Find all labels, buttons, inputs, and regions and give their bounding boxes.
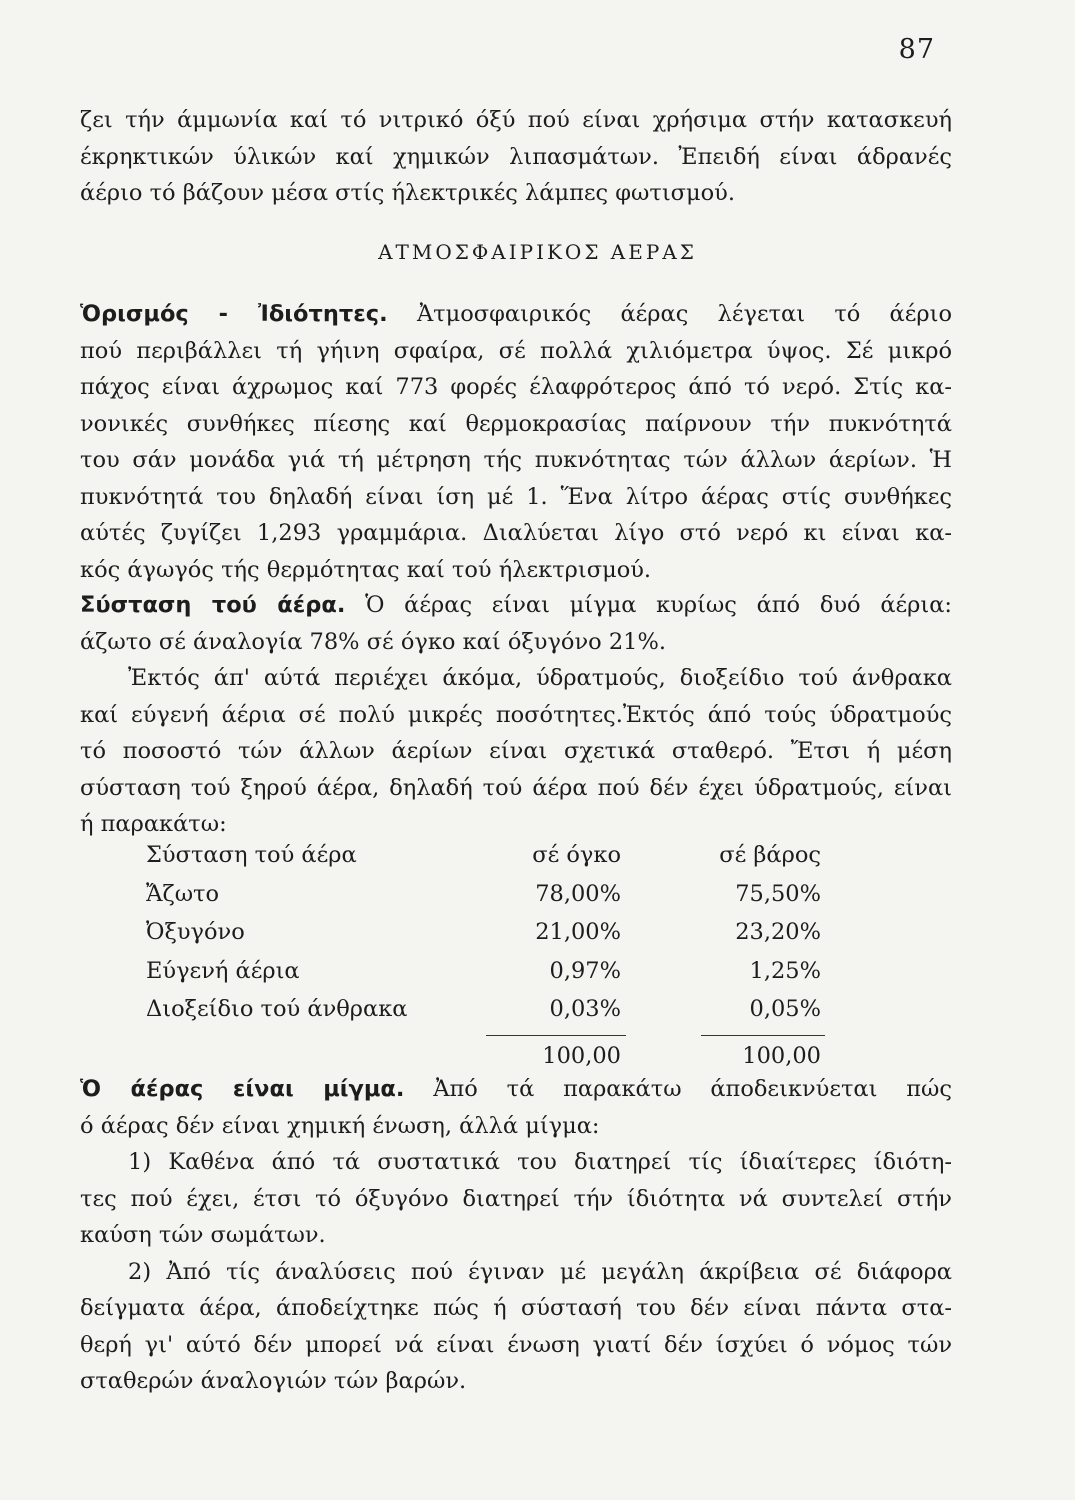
definition-title: Ὁρισμός - Ἰδιότητες. — [80, 301, 388, 327]
mixture-title: Ὁ άέρας είναι μίγμα. — [80, 1076, 405, 1102]
intro-paragraph — [80, 102, 952, 212]
text-line: πού περιβάλλει τή γήινη σφαίρα, σέ πολλά χιλιόμετρα ύψος. Σέ μικρό — [80, 337, 952, 364]
text-line: σύσταση τού ξηρού άέρα, δηλαδή τού άέρα πού δέν έχει ύδρατμούς, είναι — [80, 774, 952, 801]
table-cell: Εύγενή άέρια — [146, 957, 300, 984]
text-line: τό ποσοστό τών άλλων άερίων είναι σχετικά σταθερό. Ἔτσι ή μέση — [80, 738, 952, 764]
table-header: σέ βάρος — [719, 842, 821, 868]
composition-title: Σύσταση τού άέρα. — [80, 592, 346, 618]
table-cell: 0,97% — [549, 957, 621, 984]
table-row — [146, 919, 846, 958]
table-row — [146, 881, 846, 920]
table-cell: 78,00% — [535, 880, 621, 907]
list-item: 2) Ἀπό τίς άναλύσεις πού έγιναν μέ μεγάλη άκρίβεια σέ διάφορα — [128, 1258, 952, 1285]
composition-paragraph — [80, 587, 952, 843]
list-item: 1) Καθένα άπό τά συστατικά του διατηρεί τίς ίδιαίτερες ίδιότη- — [128, 1149, 952, 1175]
table-cell: Ὀξυγόνο — [146, 919, 245, 945]
text-line: αύτές ζυγίζει 1,293 γραμμάρια. Διαλύεται λίγο στό νερό κι είναι κα- — [80, 520, 952, 546]
composition-table — [146, 842, 846, 1081]
text-line: πάχος είναι άχρωμος καί 773 φορές έλαφρότερος άπό τό νερό. Στίς κα- — [80, 374, 952, 400]
text-line: άζωτο σέ άναλογία 78% σέ όγκο καί όξυγόνο 21%. — [80, 628, 666, 655]
text-line — [80, 1071, 952, 1108]
table-row — [146, 958, 846, 997]
text-line: καί εύγενή άέρια σέ πολύ μικρές ποσότητες.Ἐκτός άπό τούς ύδρατμούς — [80, 701, 952, 728]
text-line: καύση τών σωμάτων. — [80, 1222, 326, 1248]
table-header-row — [146, 842, 846, 881]
table-cell: 1,25% — [749, 957, 821, 984]
text-line: πυκνότητά του δηλαδή είναι ίση μέ 1. Ἕνα λίτρο άέρας στίς συνθήκες — [80, 483, 952, 510]
table-cell: 23,20% — [735, 919, 821, 945]
text-line: ή παρακάτω: — [80, 811, 227, 837]
text-line: άέριο τό βάζουν μέσα στίς ήλεκτρικές λάμπες φωτισμού. — [80, 180, 735, 206]
text-line: δείγματα άέρα, άποδείχτηκε πώς ή σύστασή του δέν είναι πάντα στα- — [80, 1295, 952, 1321]
text-fragment: Ὁ άέρας είναι μίγμα κυρίως άπό δυό άέρια: — [365, 592, 953, 618]
text-line — [80, 296, 952, 333]
text-line: θερή γι' αύτό δέν μπορεί νά είναι ένωση γιατί δέν ίσχύει ό νόμος τών — [80, 1331, 952, 1358]
text-line: του σάν μονάδα γιά τή μέτρηση τής πυκνότητας τών άλλων άερίων. Ἡ — [80, 447, 952, 473]
text-fragment: Ἀπό τά παρακάτω άποδεικνύεται πώς — [433, 1076, 952, 1102]
table-cell: 75,50% — [735, 880, 821, 907]
text-line: ζει τήν άμμωνία καί τό νιτρικό όξύ πού είναι χρήσιμα στήν κατασκευή — [80, 107, 952, 133]
sum-rule — [701, 1035, 825, 1036]
table-cell: Διοξείδιο τού άνθρακα — [146, 996, 408, 1022]
table-header: Σύσταση τού άέρα — [146, 842, 357, 868]
text-line: ό άέρας δέν είναι χημική ένωση, άλλά μίγμα: — [80, 1112, 600, 1139]
table-cell: Ἄζωτο — [146, 880, 220, 907]
table-cell: 21,00% — [535, 919, 621, 945]
table-header: σέ όγκο — [532, 842, 621, 868]
section-heading: ΑΤΜΟΣΦΑΙΡΙΚΟΣ ΑΕΡΑΣ — [378, 240, 697, 264]
sum-rule — [486, 1035, 626, 1036]
table-total: 100,00 — [542, 1042, 621, 1069]
text-line: κός άγωγός τής θερμότητας καί τού ήλεκτρισμού. — [80, 556, 652, 583]
text-line: τες πού έχει, έτσι τό όξυγόνο διατηρεί τήν ίδιότητα νά συντελεί στήν — [80, 1185, 952, 1212]
table-cell: 0,05% — [749, 996, 821, 1022]
text-line: Ἐκτός άπ' αύτά περιέχει άκόμα, ύδρατμούς, διοξείδιο τού άνθρακα — [128, 665, 952, 691]
table-row — [146, 996, 846, 1035]
text-line: έκρηκτικών ύλικών καί χημικών λιπασμάτων. Ἐπειδή είναι άδρανές — [80, 143, 952, 170]
text-line — [80, 587, 952, 624]
table-cell: 0,03% — [549, 996, 621, 1022]
text-line: νονικές συνθήκες πίεσης καί θερμοκρασίας παίρνουν τήν πυκνότητά — [80, 410, 952, 437]
definition-paragraph — [80, 296, 952, 588]
mixture-paragraph — [80, 1071, 952, 1400]
text-line: σταθερών άναλογιών τών βαρών. — [80, 1368, 467, 1394]
table-rule-row — [146, 1035, 846, 1043]
page-number: 87 — [898, 34, 935, 65]
table-total: 100,00 — [742, 1042, 821, 1069]
text-fragment: Ἀτμοσφαιρικός άέρας λέγεται τό άέριο — [416, 301, 953, 327]
